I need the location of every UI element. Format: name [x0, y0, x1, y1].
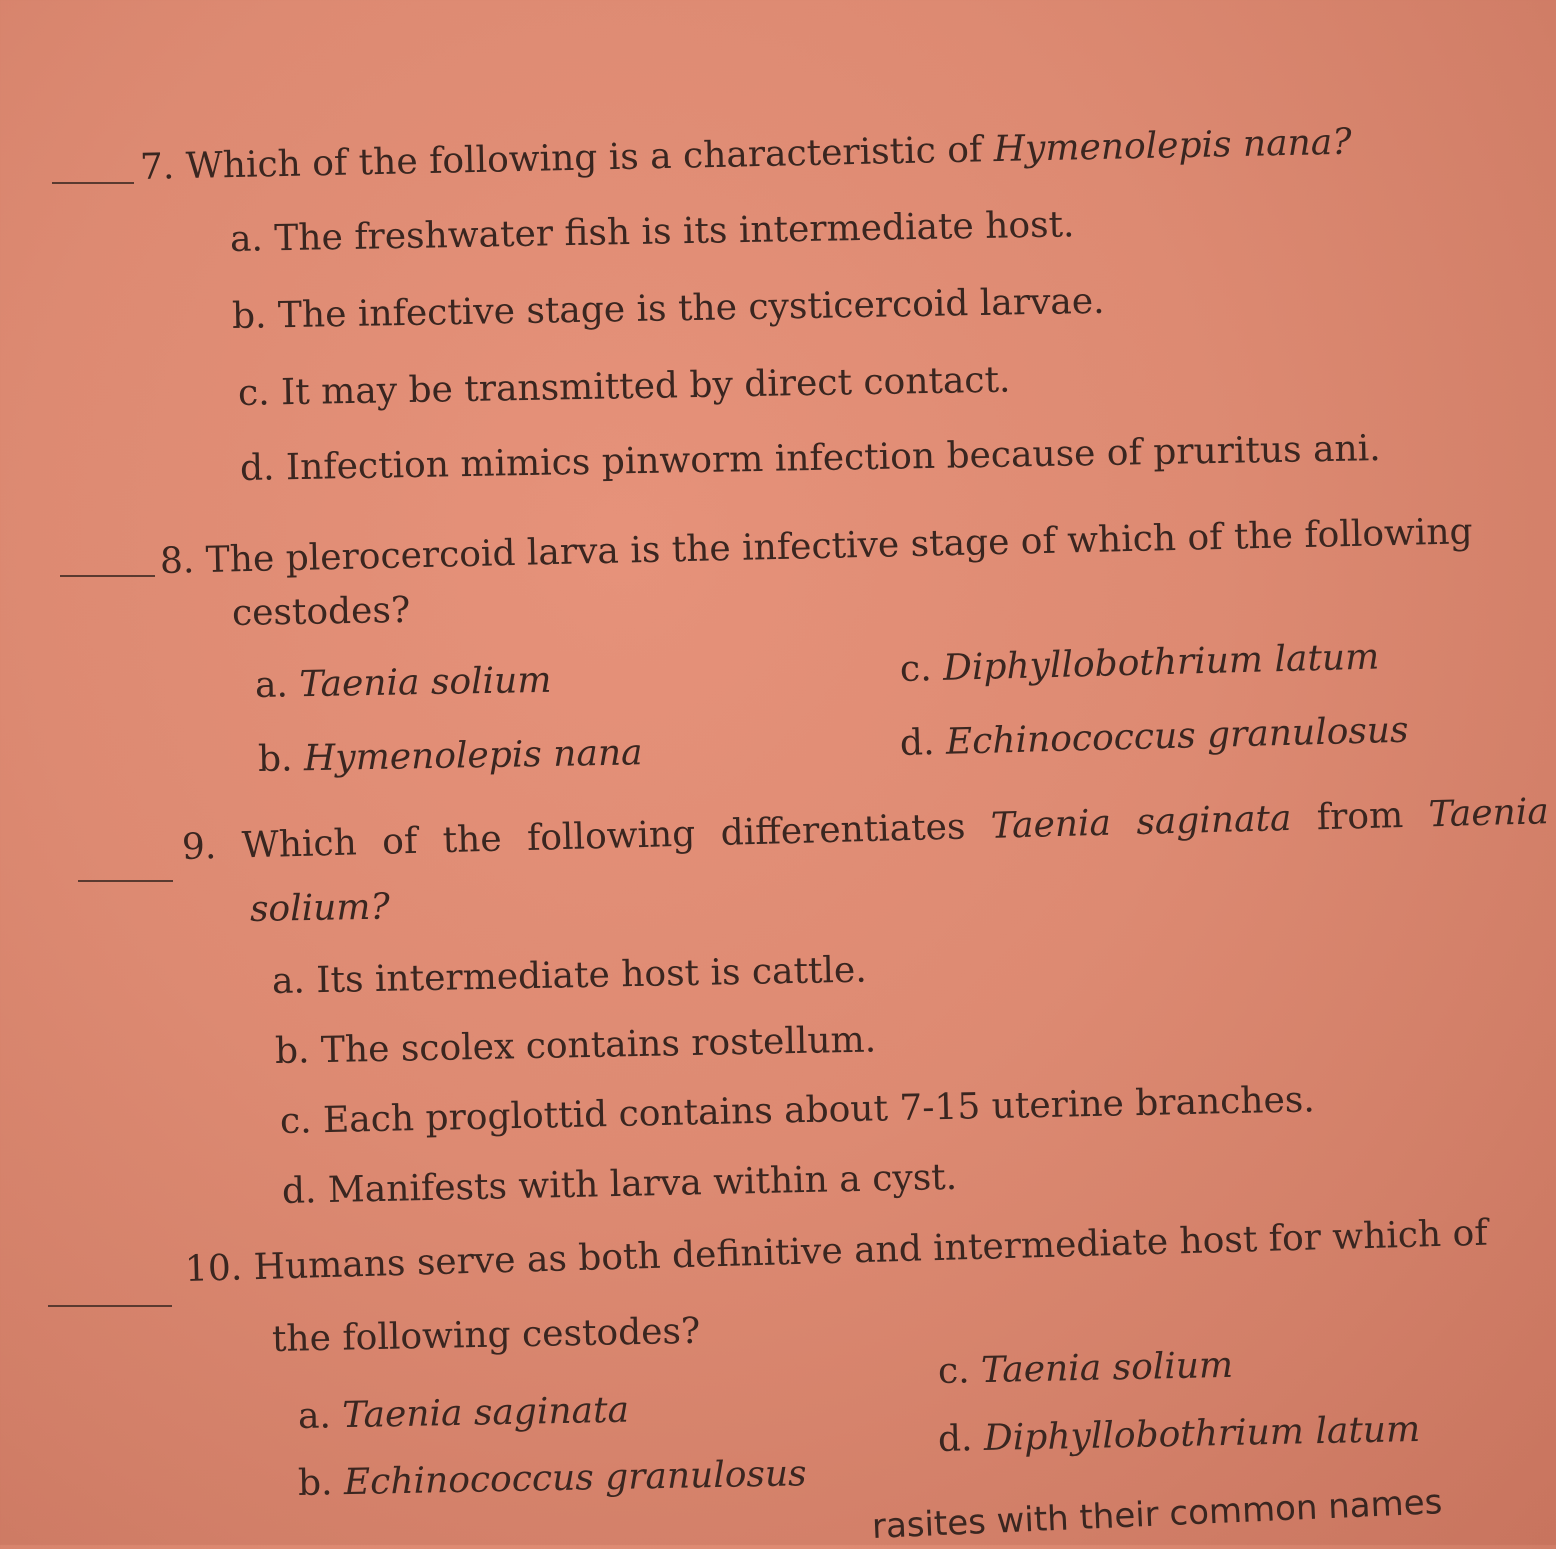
option-8a[interactable] [255, 659, 552, 708]
option-text: Diphyllobothrium latum [983, 1408, 1421, 1460]
question-stem-species: Taenia [1428, 791, 1550, 836]
answer-blank-q7[interactable] [52, 182, 134, 184]
option-9c[interactable] [280, 1078, 1316, 1144]
option-letter: c. [279, 1100, 313, 1142]
option-letter: c. [237, 372, 270, 414]
option-letter: c. [937, 1350, 971, 1392]
option-7d[interactable] [240, 427, 1381, 491]
footer-text: rasites with their common names [871, 1482, 1444, 1547]
option-10a[interactable] [298, 1389, 630, 1439]
option-7a[interactable] [230, 203, 1075, 262]
option-letter: d. [281, 1170, 317, 1212]
option-letter: a. [254, 664, 289, 706]
option-9a[interactable] [272, 949, 868, 1004]
option-text: Taenia saginata [341, 1389, 630, 1437]
option-letter: d. [937, 1418, 973, 1460]
question-number: 8. [159, 540, 195, 582]
option-7b[interactable] [232, 280, 1105, 339]
option-text: Its intermediate host is cattle. [315, 949, 868, 1002]
option-7c[interactable] [238, 359, 1011, 416]
option-10c[interactable] [938, 1344, 1234, 1394]
option-8d[interactable] [899, 709, 1409, 766]
question-number: 10. [184, 1247, 243, 1290]
question-number: 9. [181, 826, 217, 868]
option-8b[interactable] [258, 731, 643, 782]
question-9-stem-line1 [181, 790, 1549, 870]
answer-blank-q8[interactable] [60, 575, 155, 577]
option-letter: b. [231, 295, 267, 337]
option-text: Manifests with larva within a cyst. [327, 1156, 958, 1212]
option-letter: b. [274, 1030, 310, 1072]
option-text: The freshwater fish is its intermediate host. [273, 204, 1075, 260]
option-letter: a. [271, 960, 306, 1002]
option-9d[interactable] [282, 1156, 958, 1214]
option-8c[interactable] [899, 635, 1379, 692]
question-stem-text: Which of the following is a characteristic of [185, 129, 983, 188]
question-stem-text: Humans serve as both definitive and intermediate host for which of [253, 1212, 1489, 1289]
option-text: The infective stage is the cysticercoid larvae. [277, 280, 1105, 337]
option-9b[interactable] [275, 1018, 877, 1074]
question-7-stem [140, 121, 1352, 190]
option-letter: b. [257, 738, 293, 780]
question-9-stem-line2 [250, 886, 391, 932]
question-stem-text: Which of the following differentiates [241, 806, 966, 867]
option-letter: d. [899, 722, 936, 764]
option-text: Infection mimics pinworm infection because of pruritus ani. [285, 428, 1381, 489]
question-8-stem-line1 [160, 510, 1474, 584]
question-stem-text: from [1316, 795, 1404, 839]
option-letter: c. [899, 648, 933, 690]
answer-blank-q9[interactable] [78, 880, 173, 882]
option-letter: d. [239, 447, 275, 489]
option-text: Diphyllobothrium latum [942, 636, 1380, 689]
option-text: It may be transmitted by direct contact. [280, 359, 1011, 414]
question-8-stem-line2 [232, 589, 411, 636]
question-stem-text: the following cestodes? [271, 1310, 701, 1360]
option-10d[interactable] [938, 1408, 1421, 1462]
question-stem-species: Hymenolepis nana? [993, 121, 1352, 171]
option-letter: a. [297, 1395, 332, 1437]
question-stem-species: Taenia saginata [990, 797, 1292, 847]
next-section-partial-text [871, 1480, 1443, 1549]
question-stem-text: cestodes? [231, 589, 411, 634]
question-number: 7. [139, 146, 175, 188]
question-stem-text: The plerocercoid larva is the infective stage of which of the following [205, 511, 1474, 581]
question-stem-species: solium? [249, 886, 391, 930]
option-text: Taenia solium [298, 659, 552, 706]
question-10-stem-line1 [184, 1212, 1488, 1292]
answer-blank-q10[interactable] [48, 1305, 172, 1307]
question-10-stem-line2 [272, 1310, 701, 1362]
option-text: Echinococcus granulosus [343, 1453, 807, 1504]
option-text: Taenia solium [980, 1344, 1234, 1392]
option-10b[interactable] [298, 1452, 807, 1506]
option-text: The scolex contains rostellum. [320, 1019, 877, 1072]
option-text: Each proglottid contains about 7-15 uterine branches. [322, 1079, 1316, 1142]
option-text: Hymenolepis nana [303, 732, 643, 780]
option-text: Echinococcus granulosus [945, 709, 1409, 763]
option-letter: a. [229, 218, 264, 260]
option-letter: b. [297, 1462, 333, 1504]
